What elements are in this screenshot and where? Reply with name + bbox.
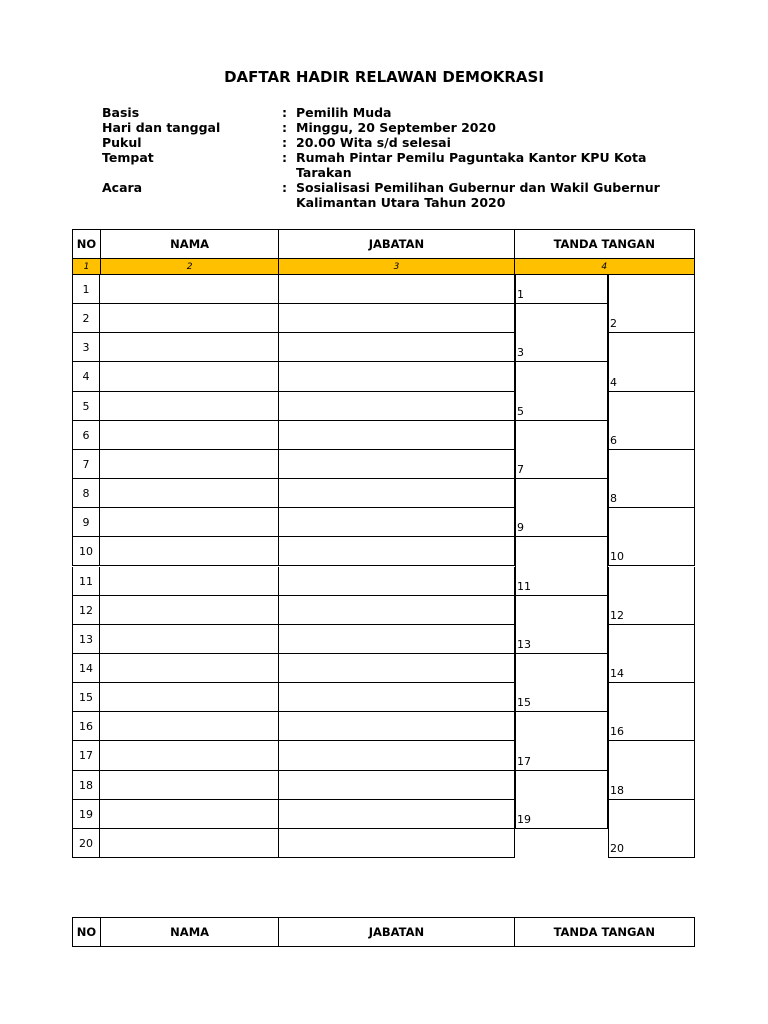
nama-cell[interactable] bbox=[100, 537, 279, 566]
attendance-table bbox=[72, 229, 695, 858]
info-row-time bbox=[102, 135, 706, 150]
signature-number: 1 bbox=[517, 288, 524, 302]
nama-cell[interactable] bbox=[100, 450, 279, 479]
info-label: Acara bbox=[102, 180, 143, 195]
signature-box[interactable] bbox=[608, 683, 695, 741]
signature-box[interactable] bbox=[515, 421, 608, 479]
signature-number: 6 bbox=[610, 433, 617, 447]
jabatan-cell[interactable] bbox=[279, 275, 515, 304]
signature-number: 20 bbox=[610, 841, 624, 855]
info-row-place bbox=[102, 150, 706, 180]
info-value: Sosialisasi Pemilihan Gubernur dan Wakil Gubernur Kalimantan Utara Tahun 2020 bbox=[296, 180, 660, 210]
signature-number: 9 bbox=[517, 521, 524, 535]
table-row bbox=[72, 275, 515, 304]
table-row bbox=[72, 362, 515, 391]
table-row bbox=[72, 771, 515, 800]
nama-cell[interactable] bbox=[100, 508, 279, 537]
table-row bbox=[72, 829, 515, 858]
signature-box[interactable] bbox=[608, 275, 695, 333]
nama-cell[interactable] bbox=[100, 362, 279, 391]
column-number: 4 bbox=[601, 261, 608, 272]
table-row bbox=[72, 508, 515, 537]
jabatan-cell[interactable] bbox=[279, 800, 515, 829]
nama-cell[interactable] bbox=[100, 479, 279, 508]
jabatan-cell[interactable] bbox=[279, 479, 515, 508]
nama-cell[interactable] bbox=[100, 333, 279, 362]
jabatan-cell[interactable] bbox=[279, 362, 515, 391]
signature-number: 7 bbox=[517, 463, 524, 477]
header-jabatan: JABATAN bbox=[279, 918, 514, 946]
header-no: NO bbox=[73, 230, 101, 258]
header-jabatan: JABATAN bbox=[279, 230, 514, 258]
column-number: 2 bbox=[101, 259, 279, 274]
signature-number: 8 bbox=[610, 492, 617, 506]
signature-box[interactable] bbox=[608, 625, 695, 683]
header-nama: NAMA bbox=[101, 230, 279, 258]
row-number: 1 bbox=[72, 275, 100, 304]
signature-number: 15 bbox=[517, 696, 531, 710]
table-row bbox=[72, 712, 515, 741]
row-number: 5 bbox=[72, 392, 100, 421]
jabatan-cell[interactable] bbox=[279, 304, 515, 333]
signature-box[interactable] bbox=[608, 567, 695, 625]
signature-box[interactable] bbox=[515, 712, 608, 770]
nama-cell[interactable] bbox=[100, 741, 279, 770]
nama-cell[interactable] bbox=[100, 275, 279, 304]
table-row bbox=[72, 304, 515, 333]
info-label: Tempat bbox=[102, 150, 154, 165]
jabatan-cell[interactable] bbox=[279, 829, 515, 858]
table-row bbox=[72, 450, 515, 479]
signature-box[interactable] bbox=[515, 304, 608, 362]
info-colon: : bbox=[282, 180, 287, 195]
signature-number: 14 bbox=[610, 667, 624, 681]
signature-box[interactable] bbox=[515, 596, 608, 654]
row-number: 19 bbox=[72, 800, 100, 829]
table-row bbox=[72, 683, 515, 712]
nama-cell[interactable] bbox=[100, 771, 279, 800]
table-row bbox=[72, 333, 515, 362]
row-number: 4 bbox=[72, 362, 100, 391]
info-value: Pemilih Muda bbox=[296, 105, 392, 120]
row-number: 9 bbox=[72, 508, 100, 537]
row-number: 11 bbox=[72, 567, 100, 596]
nama-cell[interactable] bbox=[100, 829, 279, 858]
row-number: 14 bbox=[72, 654, 100, 683]
signature-box[interactable] bbox=[515, 654, 608, 712]
column-number: 1 bbox=[73, 259, 101, 274]
info-label: Hari dan tanggal bbox=[102, 120, 221, 135]
info-label: Basis bbox=[102, 105, 140, 120]
signature-box[interactable] bbox=[515, 275, 608, 304]
nama-cell[interactable] bbox=[100, 712, 279, 741]
nama-cell[interactable] bbox=[100, 567, 279, 596]
signature-number: 4 bbox=[610, 375, 617, 389]
signature-number: 10 bbox=[610, 550, 624, 564]
row-number: 8 bbox=[72, 479, 100, 508]
jabatan-cell[interactable] bbox=[279, 741, 515, 770]
signature-box[interactable] bbox=[515, 479, 608, 537]
column-number: 3 bbox=[279, 259, 514, 274]
signature-box[interactable] bbox=[608, 508, 695, 566]
signature-box[interactable] bbox=[608, 450, 695, 508]
nama-cell[interactable] bbox=[100, 800, 279, 829]
jabatan-cell[interactable] bbox=[279, 450, 515, 479]
signature-number: 3 bbox=[517, 346, 524, 360]
jabatan-cell[interactable] bbox=[279, 537, 515, 566]
jabatan-cell[interactable] bbox=[279, 333, 515, 362]
jabatan-cell[interactable] bbox=[279, 392, 515, 421]
signature-number: 17 bbox=[517, 754, 531, 768]
row-number: 3 bbox=[72, 333, 100, 362]
table-row bbox=[72, 625, 515, 654]
table-header bbox=[72, 917, 695, 947]
info-row-basis bbox=[102, 105, 706, 120]
row-number: 18 bbox=[72, 771, 100, 800]
row-number: 6 bbox=[72, 421, 100, 450]
info-colon: : bbox=[282, 135, 287, 150]
signature-number: 12 bbox=[610, 608, 624, 622]
info-value: Rumah Pintar Pemilu Paguntaka Kantor KPU Kota Tarakan bbox=[296, 150, 647, 180]
signature-number: 11 bbox=[517, 579, 531, 593]
table-row bbox=[72, 537, 515, 566]
header-tanda-tangan: TANDA TANGAN bbox=[553, 237, 655, 251]
jabatan-cell[interactable] bbox=[279, 625, 515, 654]
signature-number: 19 bbox=[517, 812, 531, 826]
header-no: NO bbox=[73, 918, 101, 946]
attendance-table-2 bbox=[72, 917, 695, 947]
jabatan-cell[interactable] bbox=[279, 421, 515, 450]
nama-cell[interactable] bbox=[100, 304, 279, 333]
table-row bbox=[72, 654, 515, 683]
row-number: 17 bbox=[72, 741, 100, 770]
jabatan-cell[interactable] bbox=[279, 771, 515, 800]
table-row bbox=[72, 596, 515, 625]
nama-cell[interactable] bbox=[100, 683, 279, 712]
document-title: DAFTAR HADIR RELAWAN DEMOKRASI bbox=[224, 68, 544, 86]
nama-cell[interactable] bbox=[100, 421, 279, 450]
jabatan-cell[interactable] bbox=[279, 712, 515, 741]
nama-cell[interactable] bbox=[100, 596, 279, 625]
row-number: 15 bbox=[72, 683, 100, 712]
header-nama: NAMA bbox=[101, 918, 279, 946]
table-row bbox=[72, 741, 515, 770]
nama-cell[interactable] bbox=[100, 654, 279, 683]
info-row-date bbox=[102, 120, 706, 135]
signature-number: 18 bbox=[610, 783, 624, 797]
nama-cell[interactable] bbox=[100, 392, 279, 421]
event-info bbox=[102, 105, 706, 210]
nama-cell[interactable] bbox=[100, 625, 279, 654]
signature-box[interactable] bbox=[608, 741, 695, 799]
signature-box[interactable] bbox=[608, 392, 695, 450]
jabatan-cell[interactable] bbox=[279, 683, 515, 712]
info-colon: : bbox=[282, 150, 287, 165]
info-value: 20.00 Wita s/d selesai bbox=[296, 135, 451, 150]
table-row bbox=[72, 421, 515, 450]
row-number: 10 bbox=[72, 537, 100, 566]
row-number: 16 bbox=[72, 712, 100, 741]
signature-box[interactable] bbox=[515, 362, 608, 420]
row-number: 7 bbox=[72, 450, 100, 479]
jabatan-cell[interactable] bbox=[279, 654, 515, 683]
info-colon: : bbox=[282, 120, 287, 135]
signature-box[interactable] bbox=[608, 333, 695, 391]
signature-box[interactable] bbox=[515, 771, 608, 829]
signature-number: 2 bbox=[610, 317, 617, 331]
jabatan-cell[interactable] bbox=[279, 567, 515, 596]
table-row bbox=[72, 567, 515, 596]
signature-box[interactable] bbox=[515, 537, 608, 595]
signature-box[interactable] bbox=[608, 800, 695, 858]
table-row bbox=[72, 800, 515, 829]
row-number: 13 bbox=[72, 625, 100, 654]
row-number: 2 bbox=[72, 304, 100, 333]
info-colon: : bbox=[282, 105, 287, 120]
table-header bbox=[72, 229, 695, 259]
jabatan-cell[interactable] bbox=[279, 596, 515, 625]
info-row-event bbox=[102, 180, 706, 210]
row-number: 12 bbox=[72, 596, 100, 625]
header-tanda-tangan: TANDA TANGAN bbox=[553, 925, 655, 939]
info-value: Minggu, 20 September 2020 bbox=[296, 120, 496, 135]
signature-number: 13 bbox=[517, 637, 531, 651]
table-row bbox=[72, 392, 515, 421]
jabatan-cell[interactable] bbox=[279, 508, 515, 537]
row-number: 20 bbox=[72, 829, 100, 858]
table-body bbox=[72, 275, 695, 858]
signature-number: 16 bbox=[610, 725, 624, 739]
column-number-row bbox=[72, 259, 695, 275]
signature-number: 5 bbox=[517, 404, 524, 418]
info-label: Pukul bbox=[102, 135, 142, 150]
table-row bbox=[72, 479, 515, 508]
